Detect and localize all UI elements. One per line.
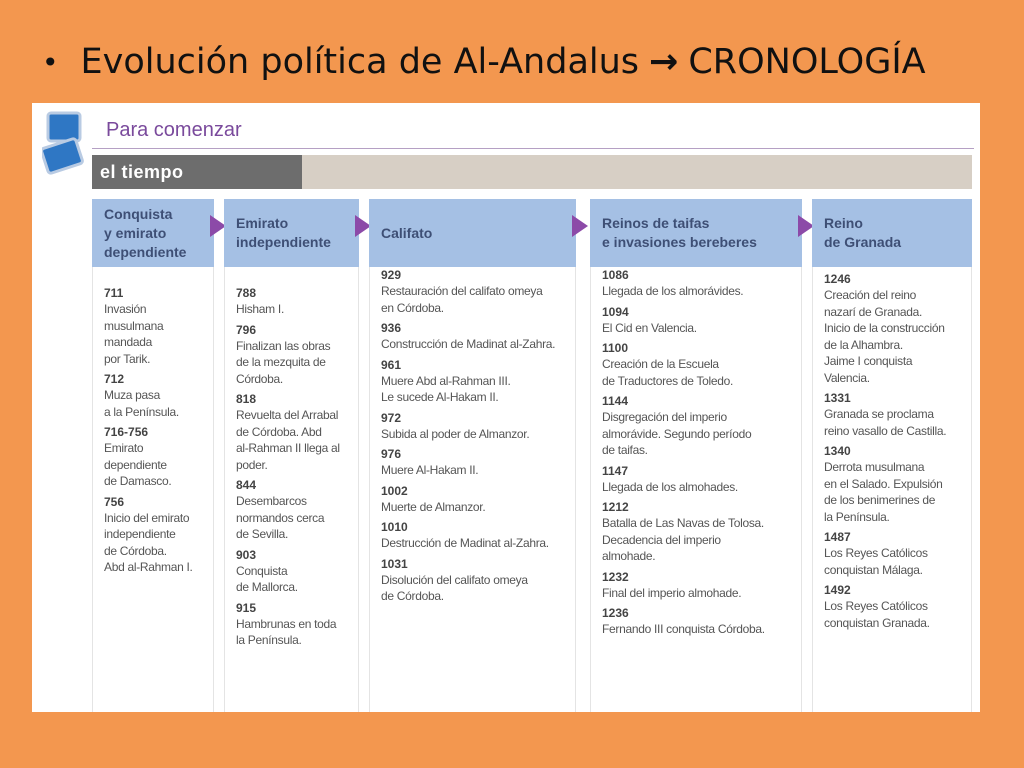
timeline-event [602, 605, 798, 638]
timeline-event [381, 446, 572, 479]
column-title-line: Conquista [104, 205, 173, 222]
header-rule [92, 148, 974, 149]
event-description-line: Creación del reino [824, 288, 916, 302]
event-year: 1331 [824, 391, 851, 405]
event-description-line: Conquista [236, 563, 288, 578]
event-year: 936 [381, 321, 402, 335]
event-description-line: de Córdoba. [104, 543, 167, 558]
event-description-line: poder. [236, 457, 268, 472]
timeline-event [381, 519, 572, 552]
event-description-line: Emirato [104, 441, 144, 455]
timeline-event [381, 556, 572, 605]
event-description-line: conquistan Málaga. [824, 562, 923, 577]
timeline-event [602, 267, 798, 300]
event-year: 976 [381, 447, 402, 461]
event-description-line: Hisham I. [236, 302, 284, 316]
column-title-line: dependiente [104, 243, 187, 260]
event-year: 1492 [824, 583, 851, 597]
event-year: 818 [236, 392, 257, 406]
timeline-event [104, 285, 210, 367]
event-year: 1010 [381, 520, 408, 534]
event-list [602, 267, 798, 642]
timeline-event [602, 569, 798, 602]
event-description-line: Córdoba. [236, 371, 283, 386]
column-title [590, 199, 802, 267]
event-description-line: Abd al-Rahman I. [104, 560, 193, 574]
event-description-line: la Península. [236, 633, 302, 647]
event-year: 972 [381, 410, 402, 425]
event-year: 788 [236, 286, 257, 300]
timeline-event [602, 304, 798, 337]
timeline-event [381, 267, 572, 316]
column-title-line: Califato [381, 224, 433, 241]
timeline-event [381, 320, 572, 353]
event-description-line: Muerte de Almanzor. [381, 499, 486, 514]
event-description-line: en el Salado. Expulsión [824, 476, 943, 491]
timeline-event [824, 443, 968, 525]
event-year: 929 [381, 268, 402, 282]
timeline-event [602, 393, 798, 459]
event-list [381, 267, 572, 609]
event-description-line: musulmana [104, 318, 164, 333]
event-description-line: Inicio del emirato [104, 510, 190, 525]
event-description-line: de Córdoba. [381, 589, 444, 603]
event-description-line: Creación de la Escuela [602, 357, 719, 371]
timeline-column [590, 199, 802, 636]
event-year: 1086 [602, 268, 629, 282]
event-year: 844 [236, 478, 257, 492]
timeline-event [381, 410, 572, 443]
bullet-mark: • [42, 45, 59, 79]
event-description-line: Inicio de la construcción [824, 321, 945, 335]
timeline-event [602, 463, 798, 496]
event-description-line: mandada [104, 335, 152, 349]
event-description-line: Granada se proclama [824, 407, 934, 421]
event-year: 712 [104, 372, 125, 386]
title-tail: CRONOLOGÍA [688, 42, 926, 82]
event-description-line: Disolución del califato omeya [381, 572, 528, 587]
event-description-line: Jaime I conquista [824, 354, 913, 368]
event-description-line: la Península. [824, 509, 890, 524]
timeline-event [236, 600, 355, 649]
event-year: 1232 [602, 569, 629, 584]
timeline-event [236, 322, 355, 388]
column-title-line: Reino [824, 215, 863, 231]
event-description-line: Muza pasa [104, 388, 160, 402]
section-label: el tiempo [92, 155, 302, 189]
timeline-event [602, 499, 798, 565]
timeline-event [824, 582, 968, 631]
event-description-line: Derrota musulmana [824, 460, 925, 474]
event-description-line: Restauración del califato omeya [381, 284, 543, 298]
event-description-line: Valencia. [824, 370, 870, 385]
event-description-line: de Damasco. [104, 474, 172, 488]
timeline-column [369, 199, 576, 603]
event-description-line: de Mallorca. [236, 580, 298, 594]
event-year: 1212 [602, 500, 629, 514]
timeline-event [236, 477, 355, 543]
column-title [92, 199, 214, 267]
event-year: 903 [236, 547, 257, 562]
column-title-line: Reinos de taifas [602, 215, 710, 231]
column-title-line: y emirato [104, 224, 167, 241]
event-description-line: reino vasallo de Castilla. [824, 423, 947, 438]
section-header: Para comenzar [106, 119, 242, 141]
event-description-line: Destrucción de Madinat al-Zahra. [381, 536, 549, 550]
column-title [224, 199, 359, 267]
event-description-line: Desembarcos [236, 494, 307, 508]
event-description-line: de la mezquita de [236, 355, 326, 369]
event-year: 1236 [602, 606, 629, 620]
column-title-line: de Granada [824, 234, 902, 250]
event-description-line: Le sucede Al-Hakam II. [381, 390, 499, 404]
event-list [104, 285, 210, 580]
timeline-event [104, 371, 210, 420]
event-description-line: por Tarik. [104, 351, 151, 366]
event-year: 716-756 [104, 425, 149, 439]
event-description-line: de Sevilla. [236, 527, 289, 541]
event-description-line: nazarí de Granada. [824, 304, 923, 319]
event-description-line: El Cid en Valencia. [602, 320, 697, 335]
event-description-line: almohade. [602, 549, 656, 563]
event-year: 1487 [824, 530, 851, 544]
event-description-line: conquistan Granada. [824, 615, 930, 630]
timeline-event [824, 529, 968, 578]
event-description-line: almorávide. Segundo período [602, 426, 752, 441]
event-description-line: Disgregación del imperio [602, 410, 727, 424]
event-description-line: Fernando III conquista Córdoba. [602, 622, 765, 636]
timeline-event [824, 271, 968, 386]
event-year: 1002 [381, 483, 408, 498]
event-description-line: al-Rahman II llega al [236, 441, 340, 455]
column-title-line: Emirato [236, 215, 289, 231]
event-description-line: Finalizan las obras [236, 338, 331, 353]
event-description-line: independiente [104, 527, 176, 541]
slide-title [42, 32, 926, 92]
timeline-event [381, 357, 572, 406]
textbook-logo-icon [42, 109, 90, 175]
event-description-line: Muere Abd al-Rahman III. [381, 373, 511, 388]
column-title-line: e invasiones bereberes [602, 234, 757, 250]
event-year: 961 [381, 357, 402, 372]
timeline-panel [32, 103, 980, 712]
timeline-column [224, 199, 359, 647]
event-year: 1246 [824, 272, 851, 286]
event-description-line: Los Reyes Católicos [824, 546, 928, 560]
title-main: Evolución política de Al-Andalus [80, 42, 640, 82]
event-description-line: Batalla de Las Navas de Tolosa. [602, 516, 764, 530]
event-description-line: normandos cerca [236, 510, 325, 525]
event-description-line: a la Península. [104, 404, 179, 419]
event-description-line: Decadencia del imperio [602, 532, 721, 547]
event-description-line: Hambrunas en toda [236, 616, 337, 631]
event-description-line: Los Reyes Católicos [824, 599, 928, 613]
timeline-column [92, 199, 214, 574]
timeline-event [381, 483, 572, 516]
event-description-line: de Traductores de Toledo. [602, 373, 734, 388]
timeline-event [236, 285, 355, 318]
timeline-event [236, 391, 355, 473]
event-year: 1144 [602, 394, 629, 408]
event-year: 796 [236, 322, 257, 337]
event-description-line: de los benimerines de [824, 493, 936, 507]
event-description-line: Revuelta del Arrabal [236, 408, 339, 422]
event-year: 915 [236, 600, 257, 615]
event-year: 1094 [602, 304, 629, 319]
event-description-line: Final del imperio almohade. [602, 585, 742, 600]
timeline-arrow-icon [572, 215, 588, 237]
timeline-event [104, 494, 210, 576]
event-year: 1100 [602, 341, 629, 355]
column-title [369, 199, 576, 267]
event-description-line: dependiente [104, 457, 167, 472]
event-list [824, 271, 968, 635]
event-description-line: en Córdoba. [381, 300, 444, 315]
event-description-line: Subida al poder de Almanzor. [381, 426, 530, 441]
event-list [236, 285, 355, 653]
event-description-line: Llegada de los almohades. [602, 479, 738, 494]
timeline-event [236, 547, 355, 596]
event-year: 1031 [381, 556, 408, 571]
event-description-line: Construcción de Madinat al-Zahra. [381, 337, 556, 351]
column-title-line: independiente [236, 234, 331, 250]
event-year: 1147 [602, 463, 629, 478]
event-year: 756 [104, 494, 125, 509]
timeline-event [104, 424, 210, 490]
timeline-event [824, 390, 968, 439]
event-year: 711 [104, 286, 124, 300]
timeline-event [602, 340, 798, 389]
event-description-line: de la Alhambra. [824, 337, 903, 352]
arrow-right-icon: → [649, 42, 679, 82]
event-description-line: Llegada de los almorávides. [602, 284, 744, 298]
event-description-line: Muere Al-Hakam II. [381, 463, 479, 477]
event-description-line: de Córdoba. Abd [236, 424, 322, 439]
event-year: 1340 [824, 444, 851, 458]
timeline-column [812, 199, 972, 630]
column-title [812, 199, 972, 267]
event-description-line: de taifas. [602, 443, 648, 457]
event-description-line: Invasión [104, 302, 147, 316]
